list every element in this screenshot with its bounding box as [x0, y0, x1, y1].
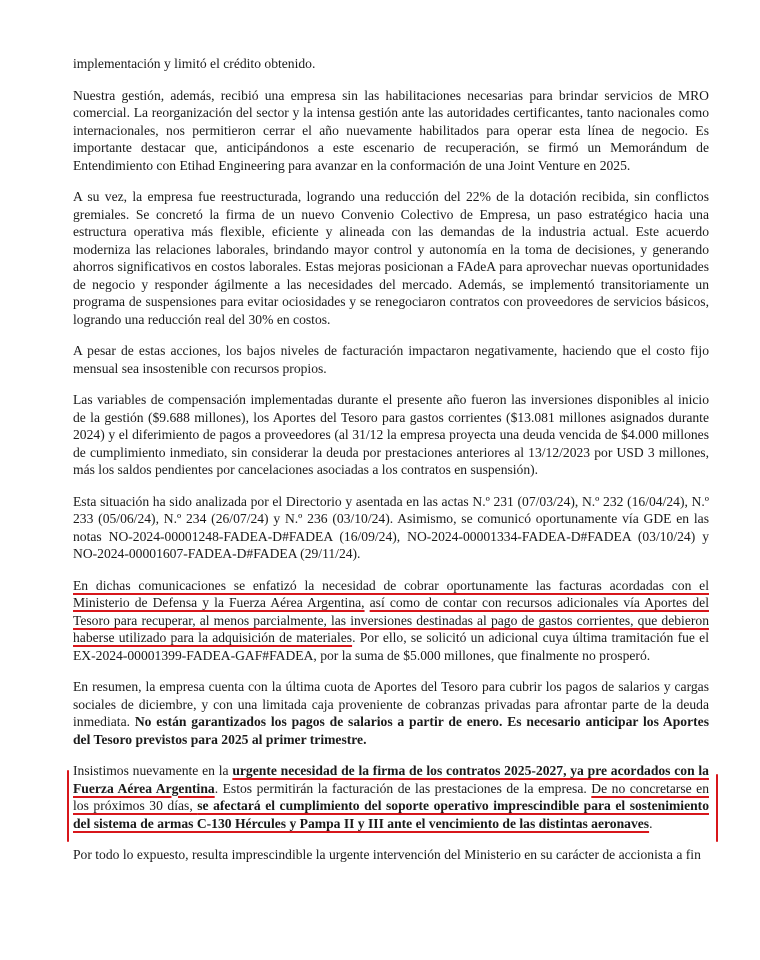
text-line: [73, 293, 709, 311]
text-line: [73, 223, 709, 241]
text-run: 233 (05/06/24), N.º 234 (26/07/24) y N.º 236 (03/10/24). Asimismo, se comunicó oportunamente vía GDE en las: [73, 511, 709, 526]
text-line: [73, 713, 709, 731]
paragraph-conclusion: [73, 846, 709, 864]
text-run: NO-2024-00001607-FADEA-D#FADEA (29/11/24).: [73, 546, 361, 561]
text-line: [73, 55, 709, 73]
text-line: [73, 731, 709, 749]
text-run: En resumen, la empresa cuenta con la última cuota de Aportes del Tesoro para cubrir los pagos de salarios y cargas: [73, 679, 709, 694]
text-run: mensual sea insostenible con recursos propios.: [73, 360, 327, 376]
text-line: [73, 762, 709, 780]
text-run: ahorros significativos en costos laborales. Estas mejoras posicionan a FAdeA para aprovechar nuevas oportunidades: [73, 259, 709, 274]
text-line: [73, 206, 709, 224]
bold-underlined-run: se afectará el cumplimiento del soporte operativo imprescindible para el sostenimiento: [197, 798, 709, 813]
document-page: [73, 55, 709, 878]
text-run: .: [649, 815, 653, 831]
text-line: [73, 846, 709, 864]
text-run: A pesar de estas acciones, los bajos niveles de facturación impactaron negativamente, haciendo que el costo fijo: [73, 343, 709, 358]
red-margin-mark-right: [716, 774, 718, 842]
text-run: sociales de diciembre, y con una limitada caja proveniente de cobranzas privadas para afrontar parte de la deuda: [73, 696, 709, 712]
text-run: Las variables de compensación implementadas durante el presente año fueron las inversiones disponibles al inicio: [73, 392, 709, 407]
text-run: de cumplimiento inmediato, sin considerar la deuda por prestaciones anteriores al 13/12/2023 por USD 3 millones,: [73, 444, 709, 460]
text-line: [73, 594, 709, 612]
text-line: [73, 360, 709, 378]
text-line: [73, 612, 709, 630]
text-run: internacionales, nos permitieron cerrar el año nuevamente habilitados para operar esta línea de negocio. Es: [73, 122, 709, 138]
underlined-run: De no concretarse en: [591, 780, 709, 796]
text-line: [73, 780, 709, 798]
paragraph-communications: [73, 577, 709, 665]
text-line: [73, 647, 709, 665]
text-run: EX-2024-00001399-FADEA-GAF#FADEA, por la suma de $5.000 millones, que finalmente no prosperó.: [73, 647, 651, 663]
text-line: [73, 577, 709, 595]
text-line: [73, 276, 709, 294]
text-line: [73, 342, 709, 360]
text-run: Esta situación ha sido analizada por el Directorio y asentada en las actas N.º 231 (07/03/24), N.º 232 (16/04/24), N.º: [73, 493, 709, 509]
paragraph-summary: [73, 678, 709, 748]
text-run: notas NO-2024-00001248-FADEA-D#FADEA (16/09/24), NO-2024-00001334-FADEA-D#FADEA (03/10/24) y: [73, 528, 709, 544]
text-line: [73, 122, 709, 140]
text-run: . Por ello, se solicitó un adicional cuya última tramitación fue el: [352, 630, 709, 645]
bold-run: del Tesoro previstos para 2025 al primer trimestre.: [73, 731, 367, 747]
text-line: [73, 241, 709, 259]
bold-run: No están garantizados los pagos de salarios a partir de enero. Es necesario anticipar los Aportes: [134, 714, 709, 729]
paragraph-restructuring: [73, 188, 709, 328]
text-run: Entendimiento con Etihad Engineering para avanzar en la conformación de una Joint Venture en 2025.: [73, 157, 631, 173]
text-line: [73, 678, 709, 696]
text-line: [73, 188, 709, 206]
text-run: comercial. La reorganización del sector y la intensa gestión ante las autoridades certificantes, tanto nacionales como: [73, 105, 709, 120]
text-line: [73, 493, 709, 511]
text-line: [73, 444, 709, 462]
text-line: [73, 797, 709, 815]
text-line: [73, 311, 709, 329]
text-line: [73, 157, 709, 175]
bold-underlined-run: urgente necesidad de la firma de los contratos 2025-2027, ya pre acordados con la: [232, 763, 709, 778]
text-run: gremiales. Se concretó la firma de un nuevo Convenio Colectivo de Empresa, un paso estratégico hacia una: [73, 206, 709, 222]
red-margin-mark-left: [67, 770, 69, 842]
text-line: [73, 87, 709, 105]
text-run: logrando una reducción real del 30% en costos.: [73, 311, 331, 327]
text-line: [73, 461, 709, 479]
text-run: Nuestra gestión, además, recibió una empresa sin las habilitaciones necesarias para brindar servicios de MRO: [73, 87, 709, 103]
text-run: moderniza las relaciones laborales, brindando mayor control y autonomía en la toma de decisiones, y generando: [73, 241, 709, 257]
underlined-run: los próximos 30 días,: [73, 798, 198, 813]
text-run: inmediata.: [73, 714, 135, 729]
paragraph-compensation-variables: [73, 391, 709, 479]
text-run: . Estos permitirán la facturación de las prestaciones de la empresa.: [214, 780, 592, 796]
paragraph-board-minutes: [73, 493, 709, 563]
text-run: importante destacar que, anticipándonos a este escenario de recuperación, se firmó un Memorándum de: [73, 140, 709, 155]
underlined-run: Tesoro para recuperar, al menos parcialmente, las inversiones destinadas al pago de gastos corrientes, que debieron: [73, 612, 709, 628]
text-line: [73, 815, 709, 833]
paragraph-billing-impact: [73, 342, 709, 377]
text-run: Por todo lo expuesto, resulta imprescindible la urgente intervención del Ministerio en su carácter de accionista a fin: [73, 847, 701, 862]
underlined-run: así como de contar con recursos adicionales vía Aportes del: [369, 595, 709, 610]
text-line: [73, 545, 709, 563]
text-run: estructura operativa más flexible, eficiente y alineada con las demandas de la industria actual. Este acuerdo: [73, 224, 709, 239]
text-line: [73, 426, 709, 444]
bold-underlined-run: Fuerza Aérea Argentina: [73, 780, 215, 796]
text-line: [73, 391, 709, 409]
text-run: de negocio y responder ágilmente a las necesidades del mercado. Además, se implementó transitoriamente un: [73, 276, 709, 292]
text-run: programa de suspensiones para evitar ociosidades y se renegociaron contratos con proveedores de servicios básicos,: [73, 294, 709, 309]
text-run: de la gestión ($9.688 millones), los Aportes del Tesoro para gastos corrientes ($13.081 millones asignados durante: [73, 409, 709, 425]
text-run: más los saldos pendientes por cancelaciones asociadas a los contratos en suspensión).: [73, 462, 539, 477]
text-run: 2024) y el diferimiento de pagos a proveedores (al 31/12 la empresa proyecta una deuda vencida de $4.000 millones: [73, 427, 709, 442]
paragraph-mro-habilitations: [73, 87, 709, 175]
underlined-run: Ministerio de Defensa y la Fuerza Aérea Argentina,: [73, 595, 365, 610]
text-line: [73, 629, 709, 647]
text-line: [73, 258, 709, 276]
text-line: [73, 409, 709, 427]
bold-underlined-run: del sistema de armas C-130 Hércules y Pampa II y III ante el vencimiento de las distintas aeronaves: [73, 815, 650, 831]
text-run: A su vez, la empresa fue reestructurada, logrando una reducción del 22% de la dotación recibida, sin conflictos: [73, 189, 709, 204]
paragraph-credit: [73, 55, 709, 73]
text-run: implementación y limitó el crédito obtenido.: [73, 56, 316, 71]
underlined-run: haberse utilizado para la adquisición de materiales: [73, 630, 353, 645]
text-line: [73, 104, 709, 122]
paragraph-contracts-urgency: [73, 762, 709, 832]
underlined-run: En dichas comunicaciones se enfatizó la necesidad de cobrar oportunamente las facturas acordadas con el: [73, 577, 709, 593]
text-run: Insistimos nuevamente en la: [73, 763, 233, 778]
text-line: [73, 510, 709, 528]
text-line: [73, 696, 709, 714]
text-line: [73, 139, 709, 157]
text-line: [73, 528, 709, 546]
